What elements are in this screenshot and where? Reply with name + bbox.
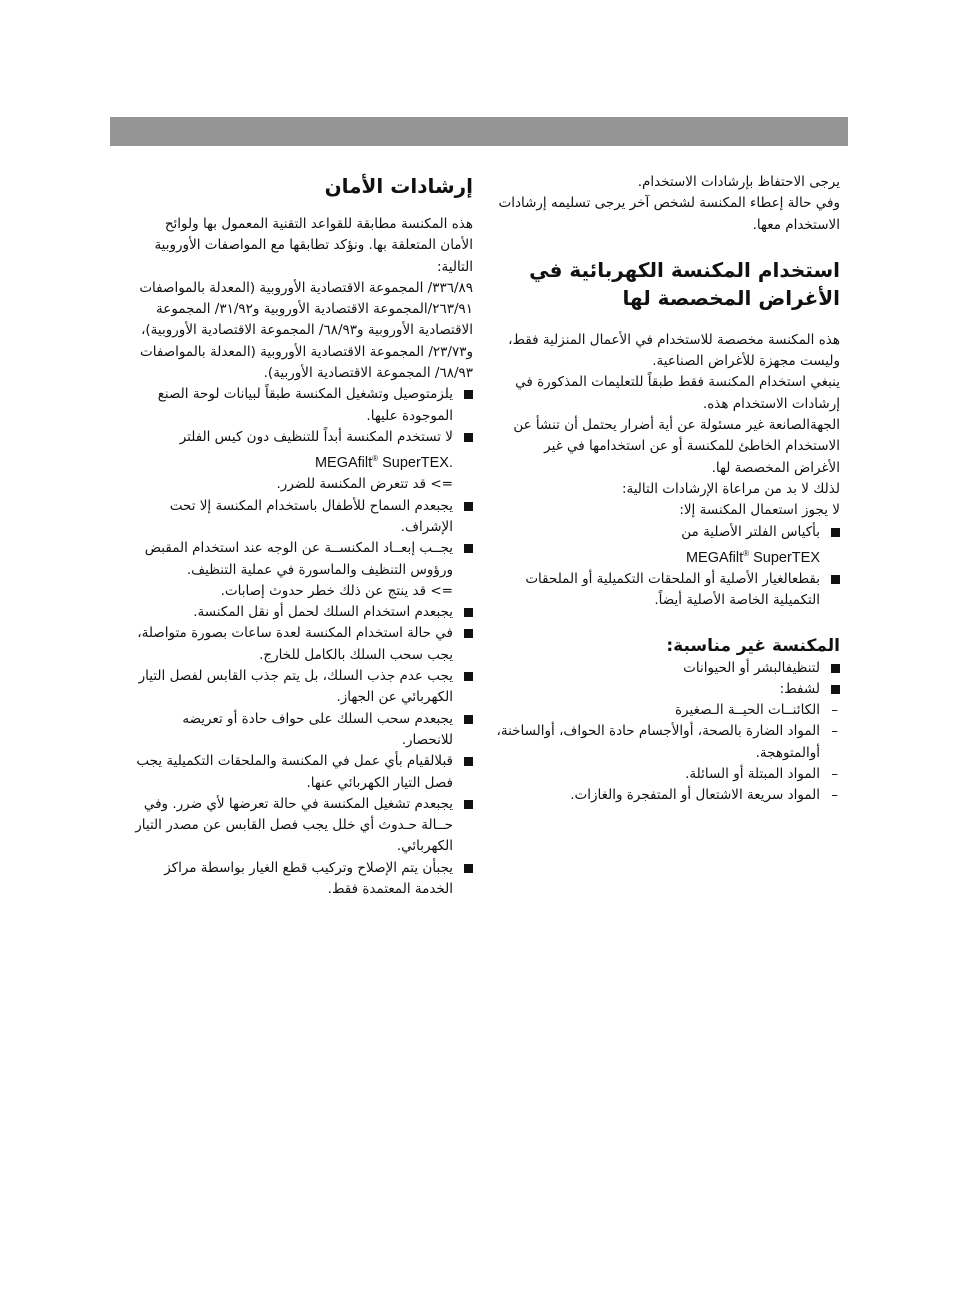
dash-item: – المواد الضارة بالصحة، أوالأجسام حادة الحواف، أوالساخنة، أوالمتوهجة. xyxy=(496,723,838,761)
list-item: لشفط: xyxy=(495,679,840,700)
safety-standards: ٣٣٦/٨٩/ المجموعة الاقتصادية الأوروبية (المعدلة بالمواصفات ٢٦٣/٩١/المجموعة الاقتصادية الأوروبية و٣١/٩٢/ المجموعة الاقتصادية الأوروبية و٦٨/٩٣/ المجموعة الاقتصادية الأوروبية)، و٢٣/٧٣/ المجموعة الاقتصادية الأوروبية (المعدلة بالمواصفات ٦٨/٩٣/ المجموعة الاقتصادية الأوربية). xyxy=(139,279,473,382)
safety-title: إرشادات الأمان xyxy=(324,174,473,198)
dash-icon: – xyxy=(831,702,838,719)
intended-use-title-2: الأغراض المخصصة لها xyxy=(622,285,840,310)
arrow-icon: => xyxy=(430,582,453,599)
square-bullet-icon xyxy=(464,433,473,442)
list-item: يجبأن يتم الإصلاح وتركيب قطع الغيار بواسطة مراكز الخدمة المعتمدة فقط. xyxy=(128,858,473,901)
intended-use-para-3: الجهةالصانعة غير مسئولة عن أية أضرار يحتمل أن تنشأ عن الاستخدام الخاطئ للمكنسة أو عن استخدامها في غير الأغراض المخصصة لها. xyxy=(513,417,840,476)
dash-icon: – xyxy=(831,766,838,783)
list-item: يجــب إبعــاد المكنســة عن الوجه عند استخدام المقبض ورؤوس التنظيف والماسورة في عملية التنظيف. xyxy=(128,538,473,581)
unsuitable-title: المكنسة غير مناسبة: xyxy=(666,635,840,656)
list-item: يجبعدم السماح للأطفال باستخدام المكنسة إلا تحت الإشراف. xyxy=(128,496,473,539)
intended-use-para-2: ينبغي استخدام المكنسة فقط طبقاً للتعليمات المذكورة في إرشادات الاستخدام هذه. xyxy=(515,374,840,412)
list-item: يجبعدم سحب السلك على حواف حادة أو تعريضه للانحصار. xyxy=(128,709,473,752)
list-item: يجبعدم استخدام السلك لحمل أو نقل المكنسة. xyxy=(128,602,473,623)
list-item: يلزمتوصيل وتشغيل المكنسة طبقاً لبيانات لوحة الصنع الموجودة عليها. xyxy=(128,384,473,427)
safety-list xyxy=(128,384,473,900)
intended-use-title-1: استخدام المكنسة الكهربائية في xyxy=(529,257,840,282)
list-item: لا تستخدم المكنسة أبداً للتنظيف دون كيس الفلتر MEGAfilt® SuperTEX. xyxy=(128,427,473,474)
square-bullet-icon xyxy=(831,528,840,537)
list-item: بأكياس الفلتر الأصلية من MEGAfilt® SuperTEX xyxy=(495,522,840,569)
brand-name: MEGAfilt® SuperTEX. xyxy=(314,454,453,472)
square-bullet-icon xyxy=(831,575,840,584)
allowed-list xyxy=(495,522,840,612)
dash-icon: – xyxy=(831,723,838,740)
left-column xyxy=(128,172,473,900)
dash-icon: – xyxy=(831,787,838,804)
intended-use-para-5: لا يجوز استعمال المكنسة إلا: xyxy=(679,502,840,519)
list-item: لتنظيفالبشر أو الحيوانات xyxy=(495,658,840,679)
unsuitable-list xyxy=(495,658,840,807)
square-bullet-icon xyxy=(464,800,473,809)
list-item: بقطعالغيار الأصلية أو الملحقات التكميلية أو الملحقات التكميلية الخاصة الأصلية أيضاً. xyxy=(495,569,840,612)
warning-note: => قد ينتج عن ذلك خطر حدوث إصابات. xyxy=(220,582,453,599)
intro-line-1: يرجى الاحتفاظ بإرشادات الاستخدام. xyxy=(637,174,840,190)
square-bullet-icon xyxy=(831,664,840,673)
square-bullet-icon xyxy=(831,685,840,694)
header-bar xyxy=(110,117,848,146)
square-bullet-icon xyxy=(464,390,473,399)
intro-line-2: وفي حالة إعطاء المكنسة لشخص آخر يرجى تسليمه إرشادات الاستخدام معها. xyxy=(498,195,840,233)
dash-item: – المواد سريعة الاشتعال أو المتفجرة والغازات. xyxy=(495,785,840,806)
square-bullet-icon xyxy=(464,672,473,681)
arrow-icon: => xyxy=(430,476,453,493)
square-bullet-icon xyxy=(464,864,473,873)
brand-name: MEGAfilt® SuperTEX xyxy=(685,548,820,566)
right-column xyxy=(495,172,840,807)
square-bullet-icon xyxy=(464,715,473,724)
square-bullet-icon xyxy=(464,502,473,511)
square-bullet-icon xyxy=(464,608,473,617)
safety-intro: هذه المكنسة مطابقة للقواعد التقنية المعمول بها ولوائح الأمان المتعلقة بها. ونؤكد تطابقها مع المواصفات الأوروبية التالية: xyxy=(154,216,473,275)
list-item: يجبعدم تشغيل المكنسة في حالة تعرضها لأي ضرر. وفي حــالة حـدوث أي خلل يجب فصل القابس عن مصدر التيار الكهربائي. xyxy=(128,794,473,858)
warning-note: => قد تتعرض المكنسة للضرر. xyxy=(276,476,453,493)
square-bullet-icon xyxy=(464,757,473,766)
square-bullet-icon xyxy=(464,629,473,638)
dash-item: – الكائنــات الحيــة الـصغيرة xyxy=(495,700,840,721)
list-item: في حالة استخدام المكنسة لعدة ساعات بصورة متواصلة، يجب سحب السلك بالكامل للخارج. xyxy=(128,623,473,666)
intended-use-para-4: لذلك لا بد من مراعاة الإرشادات التالية: xyxy=(621,480,840,497)
dash-item: – المواد المبتلة أو السائلة. xyxy=(495,764,840,785)
list-item: يجب عدم جذب السلك، بل يتم جذب القابس لفصل التيار الكهربائي عن الجهاز. xyxy=(128,666,473,709)
square-bullet-icon xyxy=(464,544,473,553)
intended-use-para-1: هذه المكنسة مخصصة للاستخدام في الأعمال المنزلية فقط، وليست مجهزة للأغراض الصناعية. xyxy=(508,331,840,370)
list-item: قبلالقيام بأي عمل في المكنسة والملحقات التكميلية يجب فصل التيار الكهربائي عنها. xyxy=(128,751,473,794)
